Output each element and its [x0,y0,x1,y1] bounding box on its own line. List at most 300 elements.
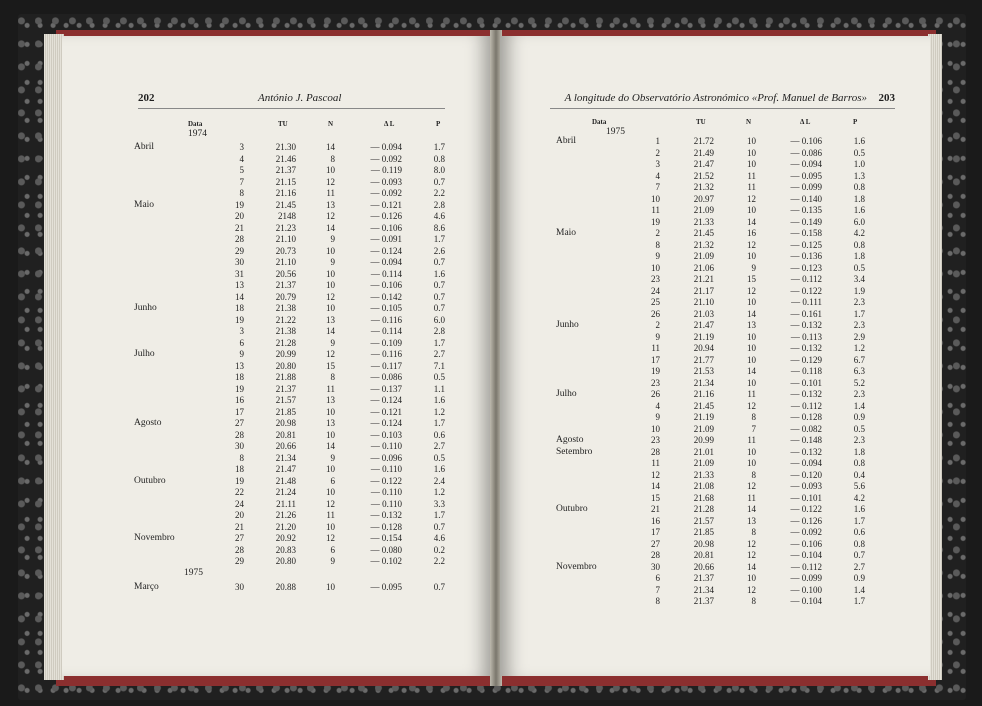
day-cell: 8 [239,188,244,198]
col-header-tu: TU [696,118,706,126]
p-cell: 0.5 [853,423,865,434]
tu-cell: 21.48 [275,475,296,486]
p-cell: 1.0 [853,159,865,169]
delta-l-cell: — 0.109 [370,337,402,348]
day-cell: 17 [651,354,660,365]
p-cell: 0.5 [853,147,865,158]
day-cell: 23 [651,377,660,388]
n-cell: 16 [747,228,756,238]
n-cell: 10 [326,165,335,175]
tu-cell: 21.34 [693,377,714,388]
day-cell: 8 [655,596,660,606]
p-cell: 4.6 [433,211,445,221]
delta-l-cell: — 0.101 [790,377,822,388]
delta-l-cell: — 0.113 [790,331,822,342]
p-cell: 2.7 [433,349,445,359]
n-cell: 8 [751,527,756,537]
day-cell: 4 [655,400,660,411]
day-cell: 13 [235,280,244,290]
col-header-data: Data [188,120,203,128]
tu-cell: 21.19 [693,412,714,422]
p-cell: 1.2 [433,406,445,417]
delta-l-cell: — 0.092 [370,188,402,198]
n-cell: 12 [326,176,335,187]
delta-l-cell: — 0.092 [370,153,402,164]
tu-cell: 20.56 [275,268,296,279]
n-cell: 9 [330,556,335,566]
tu-cell: 21.11 [276,498,296,509]
n-cell: 10 [747,147,756,158]
p-cell: 1.4 [853,400,865,411]
n-cell: 14 [747,366,756,376]
day-cell: 25 [651,297,660,307]
p-cell: 2.7 [433,441,445,451]
n-cell: 12 [747,538,756,549]
p-cell: 4.2 [853,492,865,503]
delta-l-cell: — 0.110 [370,498,402,509]
n-cell: 12 [326,533,335,543]
p-cell: 1.8 [853,446,865,457]
col-header-n: N [328,120,334,128]
day-cell: 9 [655,251,660,261]
tu-cell: 21.85 [275,406,296,417]
day-cell: 30 [651,561,660,572]
month-label: Junho [556,320,579,330]
day-cell: 21 [235,222,244,233]
col-header-p: P [853,118,858,126]
delta-l-cell: — 0.122 [790,504,822,514]
tu-cell: 2148 [278,211,296,221]
p-cell: 0.2 [433,544,445,555]
tu-cell: 20.99 [693,435,714,445]
day-cell: 12 [651,469,660,480]
tu-cell: 21.34 [693,584,714,595]
day-cell: 9 [655,412,660,422]
day-cell: 2 [655,320,660,330]
n-cell: 10 [326,280,335,290]
tu-cell: 20.99 [275,349,296,359]
day-cell: 27 [651,538,660,549]
delta-l-cell: — 0.094 [790,458,822,468]
tu-cell: 21.16 [275,188,296,198]
tu-cell: 21.08 [693,481,714,491]
delta-l-cell: — 0.116 [370,314,402,325]
n-cell: 9 [330,234,335,244]
day-cell: 3 [239,326,244,336]
p-cell: 1.6 [853,136,865,146]
p-cell: 0.7 [853,550,865,560]
n-cell: 12 [747,285,756,296]
delta-l-cell: — 0.104 [790,550,822,560]
tu-cell: 21.32 [693,239,714,250]
tu-cell: 21.37 [693,573,714,583]
tu-cell: 21.26 [275,510,296,520]
tu-cell: 21.19 [693,331,714,342]
n-cell: 11 [747,492,756,503]
n-cell: 10 [326,521,335,532]
delta-l-cell: — 0.126 [790,515,822,526]
day-cell: 27 [235,418,244,428]
delta-l-cell: — 0.118 [790,366,822,376]
day-cell: 24 [235,498,244,509]
tu-cell: 21.10 [275,234,296,244]
delta-l-cell: — 0.093 [790,481,822,491]
n-cell: 14 [326,326,335,336]
day-cell: 26 [651,308,660,319]
n-cell: 12 [747,193,756,204]
p-cell: 0.5 [433,452,445,463]
col-header-p: P [436,120,441,128]
p-cell: 0.4 [853,469,865,480]
right-page-stack [928,34,942,680]
tu-cell: 21.57 [275,395,296,405]
n-cell: 12 [747,584,756,595]
tu-cell: 21.23 [275,222,296,233]
n-cell: 12 [326,349,335,359]
month-label: Maio [134,199,155,210]
day-cell: 17 [235,406,244,417]
day-cell: 20 [235,510,244,520]
delta-l-cell: — 0.132 [790,320,822,330]
day-cell: 21 [651,504,660,514]
delta-l-cell: — 0.105 [370,303,402,313]
n-cell: 15 [747,274,756,284]
p-cell: 2.3 [853,389,865,399]
tu-cell: 20.80 [275,556,296,566]
delta-l-cell: — 0.102 [370,556,402,566]
p-cell: 0.8 [853,239,865,250]
delta-l-cell: — 0.136 [790,251,822,261]
p-cell: 0.8 [433,153,445,164]
n-cell: 11 [326,188,335,198]
month-label: Abril [134,142,155,152]
tu-cell: 21.49 [693,147,714,158]
delta-l-cell: — 0.104 [790,596,822,606]
p-cell: 0.8 [853,458,865,468]
day-cell: 18 [235,464,244,474]
month-label: Outubro [134,475,166,486]
day-cell: 19 [651,366,660,376]
p-cell: 3.3 [433,498,445,509]
n-cell: 14 [747,561,756,572]
n-cell: 11 [747,435,756,445]
tu-cell: 20.80 [275,360,296,371]
tu-cell: 21.10 [693,297,714,307]
p-cell: 0.6 [433,429,445,440]
tu-cell: 20.81 [693,550,714,560]
delta-l-cell: — 0.137 [370,383,402,394]
p-cell: 0.9 [853,573,865,583]
day-cell: 11 [651,343,660,353]
p-cell: 6.0 [433,314,445,325]
day-cell: 28 [235,544,244,555]
n-cell: 11 [326,510,335,520]
month-label: Março [134,581,159,592]
day-cell: 19 [235,314,244,325]
delta-l-cell: — 0.099 [790,182,822,192]
tu-cell: 21.30 [275,142,296,152]
tu-cell: 20.97 [693,193,714,204]
day-cell: 4 [655,170,660,181]
n-cell: 14 [326,222,335,233]
page-number: 202 [138,92,155,104]
day-cell: 16 [651,515,660,526]
n-cell: 10 [747,354,756,365]
delta-l-cell: — 0.095 [370,581,402,592]
n-cell: 13 [326,395,335,405]
n-cell: 10 [747,205,756,215]
month-label: Abril [556,136,577,146]
tu-cell: 21.32 [693,182,714,192]
day-cell: 18 [235,372,244,382]
day-cell: 22 [235,487,244,497]
tu-cell: 20.81 [275,429,296,440]
delta-l-cell: — 0.122 [370,475,402,486]
day-cell: 10 [651,423,660,434]
tu-cell: 21.68 [693,492,714,503]
tu-cell: 21.45 [693,228,714,238]
n-cell: 10 [326,268,335,279]
day-cell: 19 [235,475,244,486]
p-cell: 1.1 [433,383,445,394]
day-cell: 30 [235,257,244,267]
day-cell: 6 [239,337,244,348]
delta-l-cell: — 0.106 [370,280,402,290]
month-label: Novembro [556,561,597,572]
day-cell: 28 [651,550,660,560]
n-cell: 13 [747,320,756,330]
n-cell: 10 [747,573,756,583]
n-cell: 12 [747,400,756,411]
page-number: 203 [878,92,895,104]
p-cell: 0.7 [433,303,445,313]
p-cell: 1.7 [433,510,445,520]
tu-cell: 20.98 [275,418,296,428]
delta-l-cell: — 0.112 [790,561,822,572]
p-cell: 2.7 [853,561,865,572]
p-cell: 1.6 [433,268,445,279]
p-cell: 6.0 [853,216,865,227]
n-cell: 9 [330,337,335,348]
tu-cell: 20.94 [693,343,714,353]
tu-cell: 20.88 [275,581,296,592]
day-cell: 28 [235,429,244,440]
day-cell: 19 [235,199,244,210]
n-cell: 14 [326,142,335,152]
delta-l-cell: — 0.126 [370,211,402,221]
p-cell: 0.8 [853,182,865,192]
n-cell: 13 [747,515,756,526]
p-cell: 0.9 [853,412,865,422]
delta-l-cell: — 0.129 [790,354,822,365]
tu-cell: 21.34 [275,452,296,463]
delta-l-cell: — 0.142 [370,291,402,302]
p-cell: 6.7 [853,354,865,365]
delta-l-cell: — 0.100 [790,584,822,595]
day-cell: 19 [651,216,660,227]
p-cell: 0.7 [433,581,445,592]
delta-l-cell: — 0.094 [370,142,402,152]
delta-l-cell: — 0.116 [370,349,402,359]
p-cell: 2.3 [853,297,865,307]
delta-l-cell: — 0.149 [790,216,822,227]
tu-cell: 20.83 [275,544,296,555]
n-cell: 7 [751,423,756,434]
delta-l-cell: — 0.110 [370,487,402,497]
p-cell: 2.3 [853,435,865,445]
p-cell: 1.9 [853,285,865,296]
p-cell: 1.6 [853,504,865,514]
day-cell: 8 [239,452,244,463]
p-cell: 4.6 [433,533,445,543]
tu-cell: 21.37 [693,596,714,606]
n-cell: 10 [747,331,756,342]
tu-cell: 21.06 [693,262,714,273]
day-cell: 17 [651,527,660,537]
tu-cell: 21.72 [693,136,714,146]
p-cell: 1.7 [853,308,865,319]
day-cell: 7 [655,584,660,595]
day-cell: 10 [651,193,660,204]
left-running-header [138,92,445,109]
day-cell: 1 [655,136,660,146]
right-running-header [550,92,895,109]
p-cell: 5.2 [853,377,865,388]
month-label: Agosto [134,418,162,428]
tu-cell: 21.21 [693,274,714,284]
delta-l-cell: — 0.132 [790,389,822,399]
day-cell: 4 [239,153,244,164]
delta-l-cell: — 0.112 [790,400,822,411]
n-cell: 10 [747,136,756,146]
p-cell: 2.8 [433,199,445,210]
delta-l-cell: — 0.132 [790,343,822,353]
p-cell: 2.8 [433,326,445,336]
delta-l-cell: — 0.132 [370,510,402,520]
month-label: Maio [556,228,577,238]
n-cell: 10 [326,487,335,497]
delta-l-cell: — 0.123 [790,262,822,273]
n-cell: 10 [747,446,756,457]
p-cell: 7.1 [433,360,445,371]
n-cell: 8 [751,412,756,422]
tu-cell: 21.33 [693,216,714,227]
n-cell: 10 [326,429,335,440]
day-cell: 14 [235,291,244,302]
delta-l-cell: — 0.154 [370,533,402,543]
n-cell: 11 [326,383,335,394]
delta-l-cell: — 0.091 [370,234,402,244]
p-cell: 1.7 [853,515,865,526]
p-cell: 8.0 [433,165,445,175]
day-cell: 7 [655,182,660,192]
day-cell: 5 [239,165,244,175]
n-cell: 10 [747,297,756,307]
day-cell: 28 [651,446,660,457]
p-cell: 1.7 [853,596,865,606]
tu-cell: 21.77 [693,354,714,365]
n-cell: 10 [326,464,335,474]
day-cell: 24 [651,285,660,296]
p-cell: 8.6 [433,222,445,233]
day-cell: 6 [655,573,660,583]
p-cell: 0.7 [433,280,445,290]
n-cell: 14 [326,441,335,451]
p-cell: 1.3 [853,170,865,181]
year-label: 1975 [606,127,625,137]
n-cell: 13 [326,314,335,325]
delta-l-cell: — 0.096 [370,452,402,463]
delta-l-cell: — 0.086 [790,147,822,158]
n-cell: 12 [747,550,756,560]
tu-cell: 21.09 [693,458,714,468]
left-page-stack [44,34,64,680]
day-cell: 28 [235,234,244,244]
month-label: Outubro [556,504,588,514]
col-header-delta-l: Δ L [384,120,395,128]
n-cell: 8 [751,596,756,606]
delta-l-cell: — 0.094 [370,257,402,267]
delta-l-cell: — 0.101 [790,492,822,503]
tu-cell: 21.47 [275,464,296,474]
day-cell: 11 [651,205,660,215]
tu-cell: 21.47 [693,159,714,169]
day-cell: 27 [235,533,244,543]
tu-cell: 21.46 [275,153,296,164]
left-page [62,36,492,676]
month-label: Setembro [556,446,593,457]
tu-cell: 21.09 [693,423,714,434]
p-cell: 2.2 [433,556,445,566]
tu-cell: 21.45 [693,400,714,411]
n-cell: 11 [747,182,756,192]
p-cell: 1.7 [433,337,445,348]
day-cell: 2 [655,228,660,238]
n-cell: 10 [326,581,335,592]
delta-l-cell: — 0.095 [790,170,822,181]
delta-l-cell: — 0.114 [370,326,402,336]
delta-l-cell: — 0.128 [790,412,822,422]
delta-l-cell: — 0.111 [791,297,822,307]
day-cell: 3 [239,142,244,152]
tu-cell: 20.92 [275,533,296,543]
n-cell: 6 [330,544,335,555]
day-cell: 19 [235,383,244,394]
delta-l-cell: — 0.121 [370,406,402,417]
n-cell: 14 [747,504,756,514]
p-cell: 1.7 [433,142,445,152]
n-cell: 12 [326,291,335,302]
delta-l-cell: — 0.122 [790,285,822,296]
day-cell: 9 [239,349,244,359]
tu-cell: 21.03 [693,308,714,319]
p-cell: 1.6 [433,395,445,405]
p-cell: 1.4 [853,584,865,595]
p-cell: 0.5 [433,372,445,382]
day-cell: 13 [235,360,244,371]
day-cell: 30 [235,581,244,592]
day-cell: 21 [235,521,244,532]
tu-cell: 21.17 [693,285,714,296]
day-cell: 16 [235,395,244,405]
n-cell: 6 [330,475,335,486]
tu-cell: 21.09 [693,205,714,215]
delta-l-cell: — 0.161 [790,308,822,319]
delta-l-cell: — 0.121 [370,199,402,210]
tu-cell: 21.15 [275,176,296,187]
day-cell: 11 [651,458,660,468]
n-cell: 12 [747,481,756,491]
